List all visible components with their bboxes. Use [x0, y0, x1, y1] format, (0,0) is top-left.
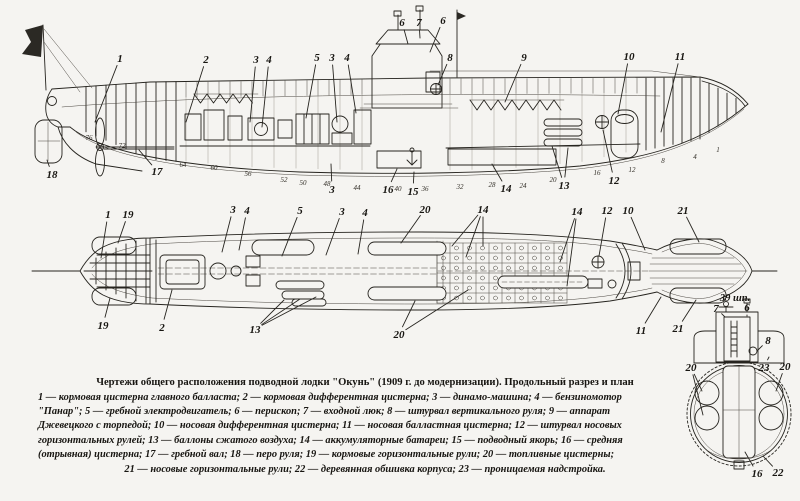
battery-cell [481, 296, 485, 300]
periscope-head-fwd [416, 6, 423, 11]
tower-roof [376, 30, 440, 44]
callout-20: 20 [779, 361, 791, 373]
tower-body [372, 43, 442, 108]
battery-cell [442, 276, 446, 280]
callout-11: 11 [674, 51, 686, 63]
battery-cell [455, 246, 459, 250]
battery-cell [559, 246, 563, 250]
callout-1: 1 [716, 146, 720, 154]
battery-cell [455, 286, 459, 290]
leader-line [306, 65, 316, 118]
battery-cell [533, 266, 537, 270]
callout-13: 13 [249, 324, 261, 336]
battery-cell [520, 266, 524, 270]
hull-top-line [62, 94, 660, 107]
callout-4: 4 [362, 207, 368, 219]
callout-5: 5 [297, 205, 303, 217]
callout-6: 6 [440, 15, 446, 27]
callout-10: 10 [623, 51, 635, 63]
callout-5: 5 [314, 52, 320, 64]
callout-18: 18 [46, 169, 58, 181]
battery-cell [481, 266, 485, 270]
callout-28: 28 [488, 181, 496, 189]
battery-cell [481, 246, 485, 250]
rudder-inner-lines [38, 122, 60, 161]
callout-72: 72 [118, 142, 126, 150]
battery-cell [442, 266, 446, 270]
callout-16: 16 [593, 169, 601, 177]
callout-20: 20 [549, 176, 557, 184]
bow-cap [649, 239, 777, 303]
callout-14: 14 [477, 204, 489, 216]
battery-cell [559, 266, 563, 270]
callout-32: 32 [456, 183, 464, 191]
leader-line [326, 219, 339, 255]
legend-line-1: 1 — кормовая цистерна главного балласта; 2 — кормовая дифферентная цистерна; 3 — динамо-машина; 4 — бензиномотор [38, 391, 622, 403]
figure-caption [38, 376, 692, 477]
air-bottle-2 [282, 291, 324, 299]
leader-line [492, 164, 502, 181]
callout-4: 4 [266, 54, 272, 66]
battery-cell [507, 296, 511, 300]
periscope-head-aft [394, 11, 401, 16]
callout-20: 20 [419, 204, 431, 216]
mast-pennant [457, 12, 466, 20]
callout-8: 8 [447, 52, 453, 64]
side-view-frame-numbers [86, 134, 720, 193]
callout-4: 4 [693, 153, 697, 161]
caption-title: Чертежи общего расположения подводной лодки "Окунь" (1909 г. до модернизации). Продольный разрез и план [96, 377, 634, 388]
callout-15: 15 [407, 186, 419, 198]
leader-line [505, 64, 521, 102]
fuel-tank-cyl-upper [368, 242, 446, 255]
battery-cell [546, 266, 550, 270]
legend-line-3: Джевецкого с торпедой; 10 — носовая дифферентная цистерна; 11 — носовая балластная цистерна; 12 — штурвал носовых [38, 420, 622, 432]
battery-cell [455, 266, 459, 270]
callout-11: 11 [635, 325, 647, 337]
legend-line-6: 21 — носовые горизонтальные рули; 22 — деревянная обшивка корпуса; 23 — проницаемая надстройка. [124, 463, 606, 475]
callout-44: 44 [353, 184, 361, 192]
battery-cell [455, 256, 459, 260]
battery-cell [546, 246, 550, 250]
plan-view-drawing [32, 204, 777, 341]
callout-4: 4 [244, 205, 250, 217]
battery-cell [442, 256, 446, 260]
battery-cell [533, 256, 537, 260]
battery-cell [507, 256, 511, 260]
callout-60: 60 [210, 164, 218, 172]
callout-19: 19 [122, 209, 134, 221]
mast-guy-wires [44, 29, 92, 92]
callout-13: 13 [558, 180, 570, 192]
leader-line [331, 164, 332, 181]
leader-line [333, 65, 337, 122]
callout-3: 3 [329, 52, 335, 64]
callout-9: 9 [521, 52, 527, 64]
callout-2: 2 [159, 322, 165, 334]
battery-cell [468, 296, 472, 300]
superstructure-wall-left [694, 331, 716, 363]
zigzag-hatching [194, 94, 253, 103]
callout-3: 3 [253, 54, 259, 66]
leader-line [262, 297, 316, 325]
callout-23: 23 [758, 362, 770, 374]
leader-line [565, 148, 568, 177]
stern-cone-ribs [84, 239, 152, 303]
callout-12: 12 [601, 205, 613, 217]
air-bottle-1 [276, 281, 324, 289]
leader-line [722, 314, 725, 317]
callout-6: 6 [399, 17, 405, 29]
callout-52: 52 [280, 176, 288, 184]
side-view-longitudinal-section [22, 6, 748, 198]
callout-56: 56 [244, 170, 252, 178]
stern-flag [22, 25, 43, 57]
cross-section-frame-39 [685, 293, 792, 480]
callout-1: 1 [117, 53, 123, 65]
leader-line [348, 65, 356, 113]
leader-line [105, 298, 110, 317]
stern-post-eye [48, 97, 57, 106]
fuel-tank-cyl-lower [368, 287, 446, 300]
callout-6: 6 [744, 302, 750, 314]
fuel-circle-bl [695, 406, 719, 430]
plan-view-callouts [98, 204, 700, 341]
battery-cell [494, 266, 498, 270]
leader-line [768, 357, 769, 360]
leader-line [599, 218, 606, 256]
battery-cell [494, 246, 498, 250]
fuel-circle-tr [759, 381, 783, 405]
rudder-blade [35, 120, 62, 163]
battery-cell [520, 246, 524, 250]
battery-cell [468, 256, 472, 260]
leader-line [645, 297, 661, 323]
battery-cell [455, 276, 459, 280]
battery-cell [520, 296, 524, 300]
leader-line [419, 30, 420, 38]
battery-cell [468, 276, 472, 280]
leader-line [402, 301, 415, 327]
callout-22: 22 [772, 467, 784, 479]
leader-line [763, 456, 773, 466]
callout-40: 40 [394, 185, 402, 193]
legend-line-2: "Панар"; 5 — гребной электродвигатель; 6 — перископ; 7 — входной люк; 8 — штурвал вертикального руля; 9 — аппарат [38, 405, 611, 417]
battery-cell [559, 296, 563, 300]
leader-line [552, 146, 562, 177]
hatch-coaming [719, 307, 733, 312]
air-bottle-3 [292, 299, 326, 306]
callout-36: 36 [421, 185, 429, 193]
battery-cell [494, 286, 498, 290]
battery-cell [546, 296, 550, 300]
battery-cell [507, 266, 511, 270]
bow-cone-ribs [649, 258, 747, 284]
callout-2: 2 [203, 54, 209, 66]
callout-16: 16 [751, 468, 763, 480]
callout-76: 76 [85, 134, 93, 142]
callout-3: 3 [329, 184, 335, 196]
callout-64: 64 [179, 161, 187, 169]
battery-cell [481, 256, 485, 260]
zigzag-hatching [470, 100, 561, 110]
tower-platform [360, 104, 458, 108]
battery-cell [481, 286, 485, 290]
callout-19: 19 [97, 320, 109, 332]
callout-12: 12 [628, 166, 636, 174]
callout-10: 10 [622, 205, 634, 217]
battery-cell [481, 276, 485, 280]
legend-line-4: горизонтальных рулей; 13 — баллоны сжатого воздуха; 14 — аккумуляторные батареи; 15 — подводный якорь; 16 — средняя [38, 434, 623, 446]
fuel-circle-br [759, 406, 783, 430]
leader-line [401, 216, 420, 243]
battery-cell [520, 256, 524, 260]
callout-3: 3 [339, 206, 345, 218]
leader-line [358, 220, 364, 254]
battery-bank-side [448, 149, 556, 165]
callout-14: 14 [500, 183, 512, 195]
propeller-shaft [96, 147, 174, 149]
leader-line [250, 67, 255, 122]
section-frame-label: 39 шп. [719, 293, 751, 304]
leader-line [413, 172, 414, 183]
callout-7: 7 [416, 17, 422, 29]
callout-8: 8 [765, 335, 771, 347]
callout-24: 24 [519, 182, 527, 190]
callout-48: 48 [323, 180, 331, 188]
leader-line [391, 169, 397, 182]
callout-4: 4 [344, 52, 350, 64]
battery-cell [494, 256, 498, 260]
callout-20: 20 [685, 362, 697, 374]
battery-cell [494, 276, 498, 280]
callout-21: 21 [677, 205, 689, 217]
battery-cell [468, 286, 472, 290]
callout-1: 1 [105, 209, 111, 221]
machinery-compartment [180, 72, 745, 168]
battery-cell [468, 266, 472, 270]
callout-17: 17 [151, 166, 163, 178]
battery-cell [507, 246, 511, 250]
battery-cell [533, 296, 537, 300]
side-view-callouts [47, 15, 686, 198]
leader-line [452, 215, 478, 246]
callout-20: 20 [393, 329, 405, 341]
propeller-blade-bottom [96, 148, 105, 176]
leader-line [466, 217, 480, 257]
callout-50: 50 [299, 179, 307, 187]
callout-21: 21 [672, 323, 684, 335]
callout-14: 14 [571, 206, 583, 218]
superstructure-wall-right [758, 331, 784, 363]
battery-grid [437, 243, 567, 303]
battery-cell [533, 246, 537, 250]
battery-cell [494, 296, 498, 300]
superstructure-top [430, 71, 700, 77]
flag-pole [43, 25, 46, 90]
legend-line-5: (отрывная) цистерна; 17 — гребной вал; 18 — перо руля; 19 — кормовые горизонтальные рули; 20 — топливные цистерны; [38, 449, 615, 461]
battery-cell [546, 256, 550, 260]
propeller-blade-top [96, 118, 105, 146]
callout-16: 16 [382, 184, 394, 196]
callout-8: 8 [661, 157, 665, 165]
callout-3: 3 [230, 204, 236, 216]
leader-line [687, 217, 699, 242]
callout-12: 12 [608, 175, 620, 187]
callout-7: 7 [713, 303, 719, 315]
